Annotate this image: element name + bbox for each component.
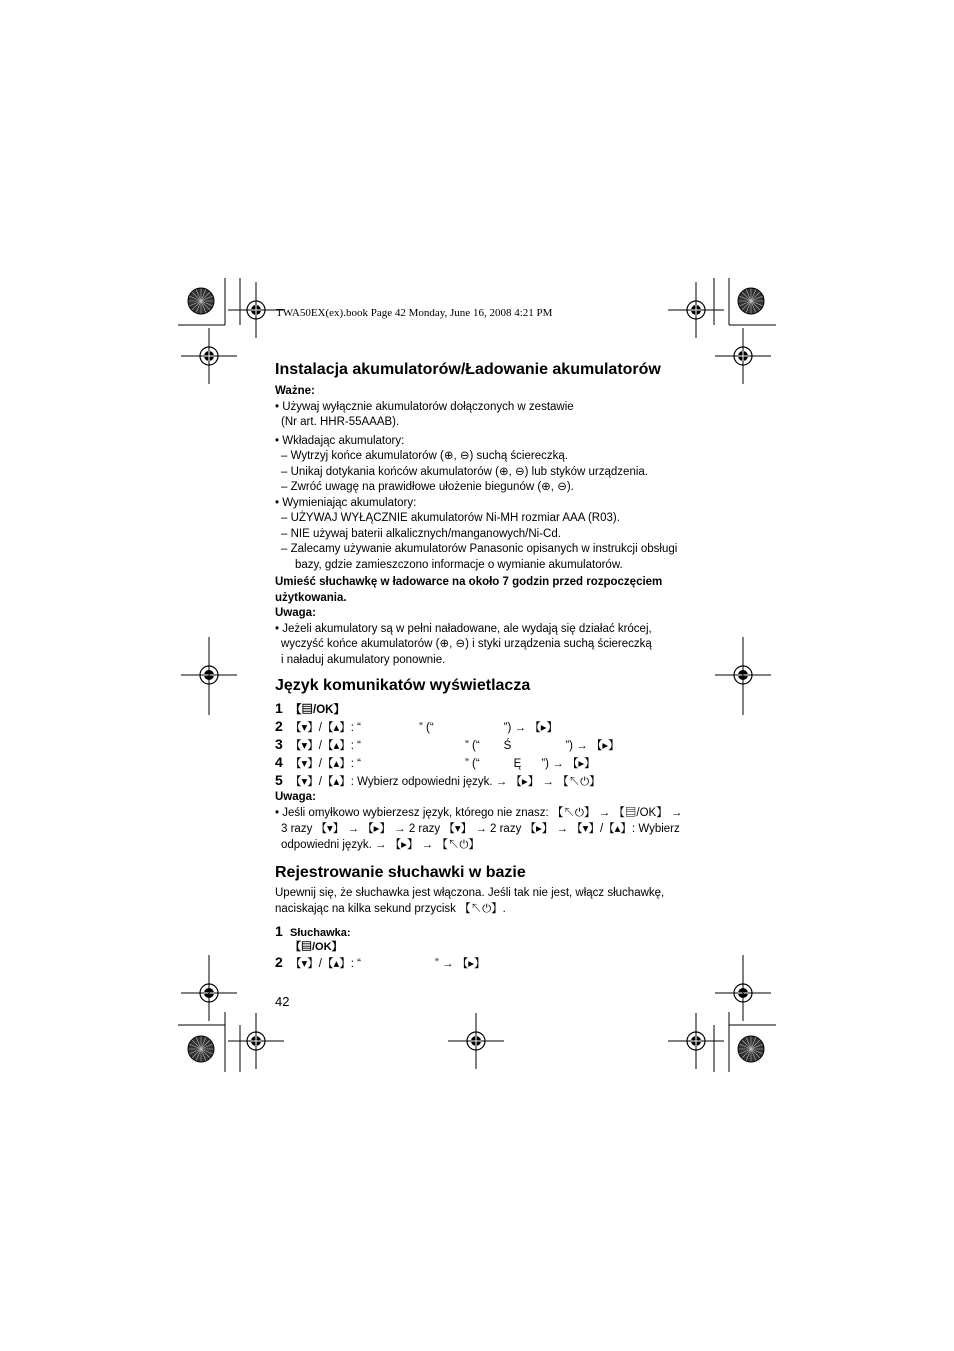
handset-menu-ok-key: 【▤/OK】	[290, 941, 343, 953]
note-wrong-language: • Jeśli omyłkowo wybierzesz język, którego nie znasz: 【↖⏻】 → 【▤/OK】 →	[275, 806, 683, 819]
register-step-1: 1 Słuchawka:	[275, 923, 351, 939]
step-5: 5 【▾】/【▴】: Wybierz odpowiedni język. → 【▸】 → 【↖⏻】	[275, 772, 601, 788]
bullet-battery-only-cont: (Nr art. HHR-55AAAB).	[281, 416, 400, 428]
note-charged-cont2: i naładuj akumulatory ponownie.	[281, 653, 446, 666]
menu-ok-key: 【▤/OK】	[290, 704, 345, 716]
bullet-inserting: • Wkładając akumulatory:	[275, 434, 405, 447]
register-intro-cont: naciskając na kilka sekund przycisk 【↖⏻】.	[275, 902, 506, 915]
sub-no-alkaline: – NIE używaj baterii alkalicznych/manganowych/Ni-Cd.	[281, 527, 561, 540]
display-glyph-e: Ę	[513, 758, 522, 770]
section-title-display-language: Język komunikatów wyświetlacza	[275, 677, 531, 694]
sub-wipe-ends: – Wytrzyj końce akumulatorów (⊕, ⊖) suchą ściereczką.	[281, 450, 568, 462]
sub-recommend-panasonic: – Zalecamy używanie akumulatorów Panasonic opisanych w instrukcji obsługi	[281, 543, 678, 555]
note-wrong-language-cont2: odpowiedni język. → 【▸】 → 【↖⏻】	[281, 839, 480, 851]
sub-avoid-touching: – Unikaj dotykania końców akumulatorów (⊕, ⊖) lub styków urządzenia.	[281, 465, 648, 478]
book-header-line: TWA50EX(ex).book Page 42 Monday, June 16, 2008 4:21 PM	[276, 307, 553, 319]
note-label-2: Uwaga:	[275, 791, 316, 803]
note-charged: • Jeżeli akumulatory są w pełni naładowane, ale wydają się działać krócej,	[275, 622, 652, 635]
note-wrong-language-cont: 3 razy 【▾】 → 【▸】 → 2 razy 【▾】 → 2 razy 【▸】 → 【▾】/【▴】: Wybierz	[281, 823, 680, 835]
handset-label: Słuchawka:	[290, 927, 351, 939]
section-title-register-handset: Rejestrowanie słuchawki w bazie	[275, 864, 526, 881]
step-2: 2 【▾】/【▴】: “ ” (“ ”) → 【▸】	[275, 718, 558, 734]
step-4: 4 【▾】/【▴】: “ ” (“ Ę ”) → 【▸】	[275, 754, 596, 770]
register-step-2: 2 【▾】/【▴】: “ ” → 【▸】	[275, 954, 486, 970]
sub-use-nimh: – UŻYWAJ WYŁĄCZNIE akumulatorów Ni-MH rozmiar AAA (R03).	[281, 512, 620, 524]
page-number: 42	[275, 994, 290, 1009]
register-intro: Upewnij się, że słuchawka jest włączona. Jeśli tak nie jest, włącz słuchawkę,	[275, 887, 665, 899]
sub-recommend-panasonic-cont: bazy, gdzie zamieszczono informacje o wymianie akumulatorów.	[295, 558, 623, 571]
manual-page	[275, 360, 695, 1009]
bullet-replacing: • Wymieniając akumulatory:	[275, 496, 417, 509]
note-label: Uwaga:	[275, 607, 316, 619]
step-1: 1 【▤/OK】	[275, 700, 345, 716]
bullet-battery-only: • Używaj wyłącznie akumulatorów dołączonych w zestawie	[275, 400, 574, 413]
sub-polarity: – Zwróć uwagę na prawidłowe ułożenie biegunów (⊕, ⊖).	[281, 481, 574, 493]
note-charged-cont: wyczyść końce akumulatorów (⊕, ⊖) i styki urządzenia suchą ściereczką	[281, 638, 652, 650]
step-3: 3 【▾】/【▴】: “ ” (“ Ś ”) → 【▸】	[275, 736, 620, 752]
section-title-battery-install: Instalacja akumulatorów/Ładowanie akumulatorów	[275, 361, 661, 378]
charge-instruction: Umieść słuchawkę w ładowarce na około 7 godzin przed rozpoczęciem	[275, 576, 663, 588]
charge-instruction-cont: użytkowania.	[275, 591, 347, 604]
important-label: Ważne:	[275, 385, 315, 397]
display-glyph-s: Ś	[503, 740, 512, 752]
